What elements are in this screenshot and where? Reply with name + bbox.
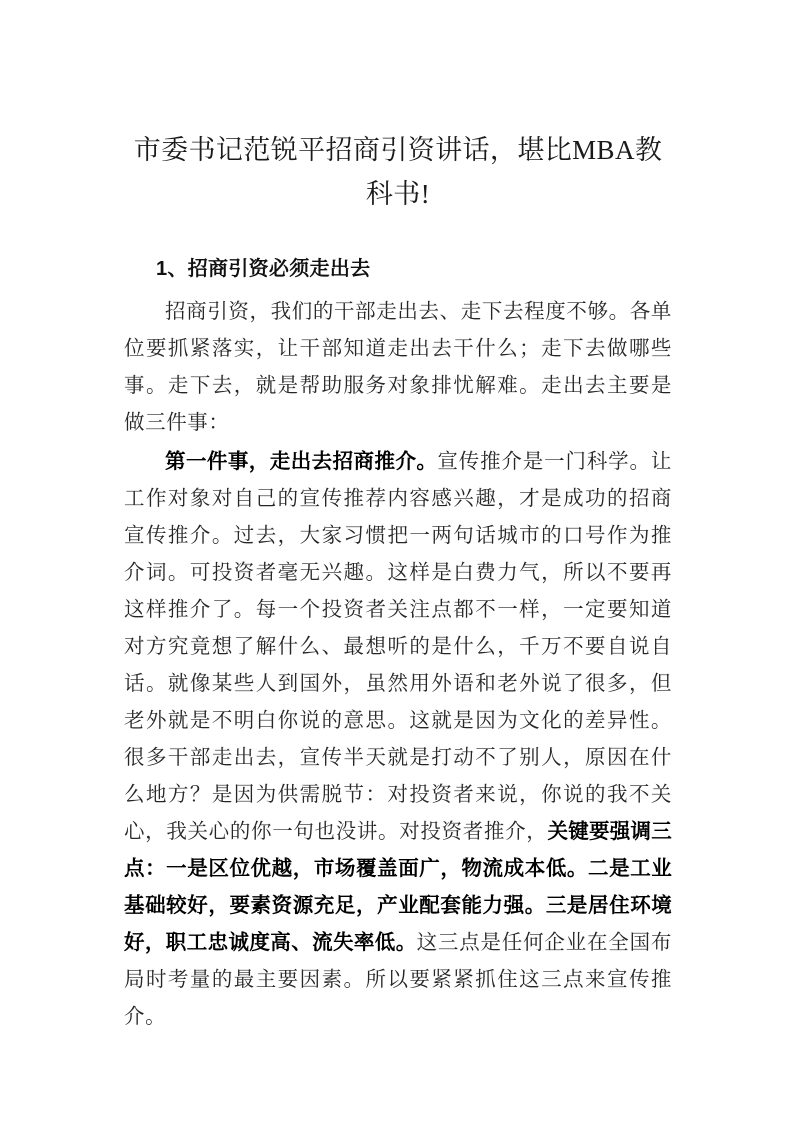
body-paragraph-2 [124,442,672,1036]
page-title: 市委书记范锐平招商引资讲话，堪比MBA教科书! [133,135,663,209]
section-heading-1: 1、招商引资必须走出去 [156,258,371,280]
emphasis-run: 第一件事，走出去招商推介。 [165,451,438,473]
body-paragraph-1 [124,286,672,442]
page-content [124,0,672,1036]
text-run: 招商引资，我们的干部走出去、走下去程度不够。各单位要抓紧落实，让干部知道走出去干什么；走下去做哪些事。走下去，就是帮助服务对象排忧解难。走出去主要是做三件事： [124,301,672,434]
text-run: 这三点是任何企业在全国布局时考量的最主要因素。所以要紧紧抓住这三点来宣传推介。 [124,932,672,1028]
text-run: 宣传推介是一门科学。让工作对象对自己的宣传推荐内容感兴趣，才是成功的招商宣传推介。过去，大家习惯把一两句话城市的口号作为推介词。可投资者毫无兴趣。这样是白费力气，所以不要再这样推介了。每一个投资者关注点都不一样，一定要知道对方究竟想了解什么、最想听的是什么，千万不要自说自话。就像某些人到国外，虽然用外语和老外说了很多，但老外就是不明白你说的意思。这就是因为文化的差异性。很多干部走出去，宣传半天就是打动不了别人，原因在什么地方？是因为供需脱节：对投资者来说，你说的我不关心，我关心的你一句也没讲。对投资者推介， [124,451,672,843]
emphasis-run: 关键要强调三点：一是区位优越，市场覆盖面广，物流成本低。二是工业基础较好，要素资源充足，产业配套能力强。三是居住环境好，职工忠诚度高、流失率低。 [124,821,672,954]
